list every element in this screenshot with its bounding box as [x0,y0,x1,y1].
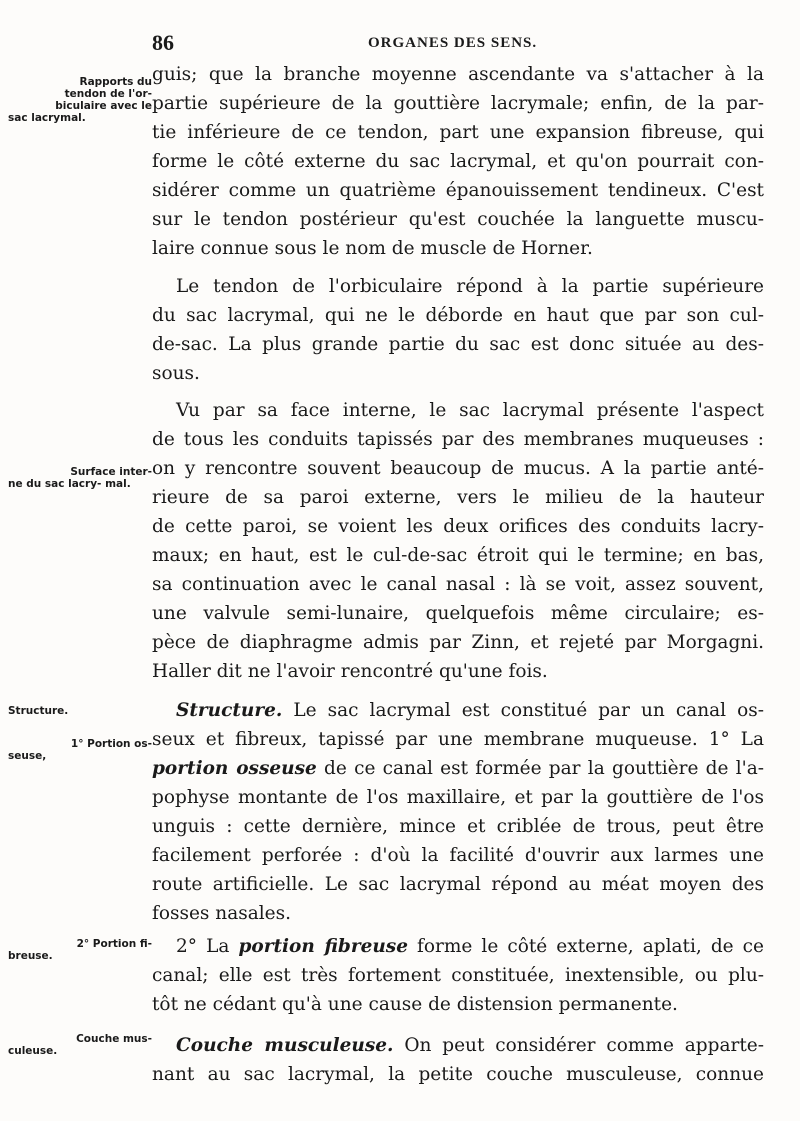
text-line: on y rencontre souvent beaucoup de mucus. A la partie anté- [152,458,764,479]
text-line [152,754,764,783]
paragraph-3 [152,396,764,686]
margin-note-portion-osseuse [8,738,152,762]
text-line: sous. [152,363,200,384]
text-line: de cette paroi, se voient les deux orifices des conduits lacry- [152,516,764,537]
text-line: seux et fibreux, tapissé par une membrane muqueuse. 1° La [152,729,764,750]
margin-note-line: Surface inter- [70,466,152,478]
paragraph-2 [152,272,764,388]
paragraph-6 [152,1031,764,1089]
text-run: forme le côté externe, aplati, de ce [408,936,764,957]
text-line: pophyse montante de l'os maxillaire, et par la gouttière de l'os [152,787,764,808]
text-run: Le sac lacrymal est constitué par un canal os- [282,700,764,721]
text-line: rieure de sa paroi externe, vers le milieu de la hauteur [152,487,764,508]
paragraph-4 [152,696,764,928]
paragraph-5 [152,932,764,1019]
margin-note-portion-fibreuse [8,938,152,962]
text-run: de ce canal est formée par la gouttière de l'a- [316,758,764,779]
margin-note-line: tendon de l'or- [64,88,152,100]
margin-note-line: sac lacrymal. [8,112,86,124]
text-line: nant au sac lacrymal, la petite couche musculeuse, connue [152,1064,764,1085]
margin-note-structure [8,705,152,717]
italic-term: portion osseuse [152,758,317,779]
text-line: unguis : cette dernière, mince et criblée de trous, peut être [152,816,764,837]
text-line: sa continuation avec le canal nasal : là se voit, assez souvent, [152,574,764,595]
margin-note-rapports [8,76,152,124]
text-line: une valvule semi-lunaire, quelquefois même circulaire; es- [152,603,764,624]
text-line: sidérer comme un quatrième épanouissement tendineux. C'est [152,180,764,201]
margin-note-surface [8,466,152,490]
margin-note-couche [8,1033,152,1057]
text-line: Le tendon de l'orbiculaire répond à la partie supérieure [176,276,764,297]
text-line: facilement perforée : d'où la facilité d'ouvrir aux larmes une [152,845,764,866]
text-line: de-sac. La plus grande partie du sac est donc située au des- [152,334,764,355]
margin-note-line: seuse, [8,750,47,762]
text-line [152,932,764,961]
text-line [152,696,764,725]
text-line: fosses nasales. [152,903,292,924]
margin-note-line: Rapports du [79,76,152,88]
paragraph-1 [152,60,764,263]
text-line: canal; elle est très fortement constituée, inextensible, ou plu- [152,965,764,986]
text-line: Haller dit ne l'avoir rencontré qu'une fois. [152,661,548,682]
text-line: guis; que la branche moyenne ascendante va s'attacher à la [152,64,764,85]
margin-note-line: ne du sac lacry- [8,478,102,490]
text-line: sur le tendon postérieur qu'est couchée la languette muscu- [152,209,764,230]
italic-heading: Couche musculeuse. [176,1035,394,1056]
margin-note-line: Couche mus- [76,1033,152,1045]
text-run: 2° La [176,936,239,957]
text-line: laire connue sous le nom de muscle de Horner. [152,238,593,259]
page-header [0,30,800,60]
text-line: tie inférieure de ce tendon, part une expansion fibreuse, qui [152,122,764,143]
text-line: Vu par sa face interne, le sac lacrymal présente l'aspect [176,400,764,421]
text-line: route artificielle. Le sac lacrymal répond au méat moyen des [152,874,764,895]
text-line: maux; en haut, est le cul-de-sac étroit qui le termine; en bas, [152,545,764,566]
margin-note-line: biculaire avec le [55,100,152,112]
text-line: du sac lacrymal, qui ne le déborde en haut que par son cul- [152,305,764,326]
text-line: de tous les conduits tapissés par des membranes muqueuses : [152,429,764,450]
text-line: forme le côté externe du sac lacrymal, et qu'on pourrait con- [152,151,764,172]
italic-heading: Structure. [176,700,283,721]
page-number: 86 [152,30,174,55]
margin-note-line: 1° Portion os- [70,738,152,750]
text-line: pèce de diaphragme admis par Zinn, et rejeté par Morgagni. [152,632,764,653]
text-line: tôt ne cédant qu'à une cause de distension permanente. [152,994,678,1015]
margin-note-line: Structure. [8,705,69,717]
margin-note-line: breuse. [8,950,53,962]
text-line: partie supérieure de la gouttière lacrymale; enfin, de la par- [152,93,764,114]
margin-note-line: culeuse. [8,1045,58,1057]
running-head: ORGANES DES SENS. [368,35,538,51]
italic-term: portion fibreuse [238,936,408,957]
text-line [152,1031,764,1060]
margin-note-line: 2° Portion fi- [76,938,152,950]
text-run: On peut considérer comme apparte- [393,1035,764,1056]
margin-note-line: mal. [105,478,131,490]
